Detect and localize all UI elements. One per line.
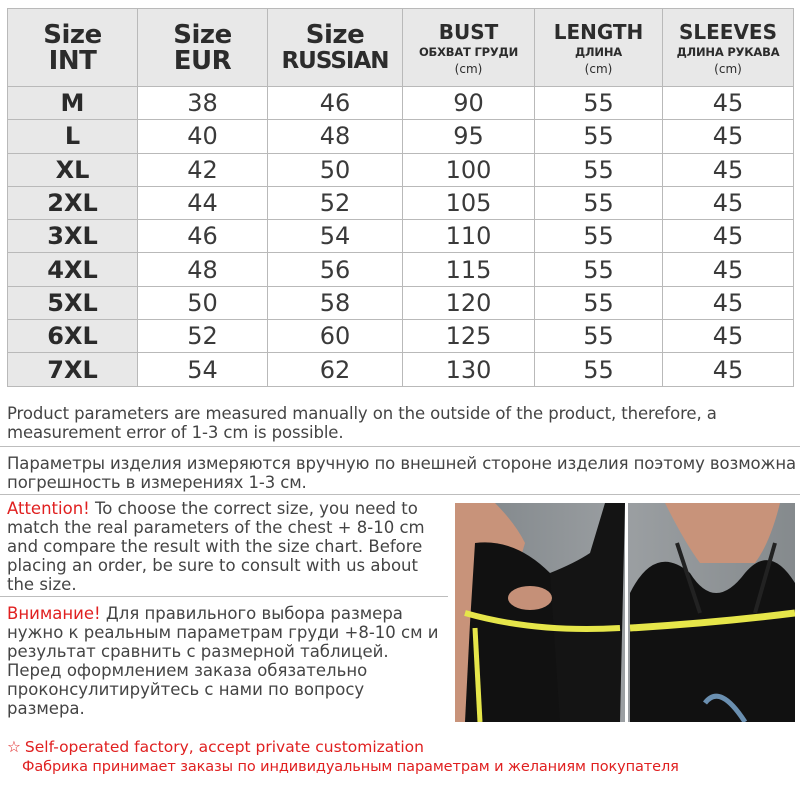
header-line2: ДЛИНА РУКАВА xyxy=(676,44,780,59)
attention-note-ru xyxy=(7,604,447,718)
size-int-cell: 7XL xyxy=(8,353,138,386)
header-line2: EUR xyxy=(173,45,232,76)
bust-cell: 110 xyxy=(403,220,535,253)
measurement-note-ru: Параметры изделия измеряются вручную по внешней стороне изделия поэтому возможна погрешность в измерениях 1-3 см. xyxy=(7,454,797,492)
sleeves-cell: 45 xyxy=(663,153,794,186)
length-cell: 55 xyxy=(535,253,663,286)
size-russian-cell: 46 xyxy=(268,87,403,120)
header-unit: (cm) xyxy=(714,62,742,77)
header-sleeves xyxy=(663,9,794,87)
sleeves-cell: 45 xyxy=(663,353,794,386)
size-eur-cell: 40 xyxy=(138,120,268,153)
header-line1: SLEEVES xyxy=(678,19,778,44)
divider xyxy=(0,446,800,447)
size-int-cell: XL xyxy=(8,153,138,186)
header-unit: (cm) xyxy=(454,62,483,77)
attention-text: To choose the correct size, you need to match the real parameters of the chest + 8-10 cm and compare the result with the size chart. Before placing an order, be sure to consult with us about the size. xyxy=(7,499,425,594)
sleeves-cell: 45 xyxy=(663,286,794,319)
sleeves-cell: 45 xyxy=(663,186,794,219)
size-eur-cell: 54 xyxy=(138,353,268,386)
size-int-cell: 4XL xyxy=(8,253,138,286)
sleeves-cell: 45 xyxy=(663,120,794,153)
length-cell: 55 xyxy=(535,186,663,219)
size-chart-table xyxy=(7,8,794,387)
size-int-cell: 3XL xyxy=(8,220,138,253)
size-eur-cell: 38 xyxy=(138,87,268,120)
header-size-eur xyxy=(138,9,268,87)
size-russian-cell: 52 xyxy=(268,186,403,219)
attention-label: Внимание! xyxy=(7,604,101,623)
size-russian-cell: 48 xyxy=(268,120,403,153)
bust-cell: 100 xyxy=(403,153,535,186)
header-bust xyxy=(403,9,535,87)
length-cell: 55 xyxy=(535,286,663,319)
size-eur-cell: 46 xyxy=(138,220,268,253)
length-cell: 55 xyxy=(535,220,663,253)
star-outline-icon: ☆ xyxy=(7,738,21,756)
factory-note-ru: Фабрика принимает заказы по индивидуальным параметрам и желаниям покупателя xyxy=(22,759,679,775)
size-russian-cell: 54 xyxy=(268,220,403,253)
header-line2: ОБХВАТ ГРУДИ xyxy=(418,44,518,59)
measurement-note-en: Product parameters are measured manually on the outside of the product, therefore, a measurement error of 1-3 cm is possible. xyxy=(7,404,717,442)
size-eur-cell: 44 xyxy=(138,186,268,219)
length-cell: 55 xyxy=(535,320,663,353)
table-header-row xyxy=(8,9,794,87)
header-line1: BUST xyxy=(438,19,499,44)
measurement-photo xyxy=(455,503,795,722)
measurement-illustration xyxy=(455,503,795,722)
header-line1: Size xyxy=(305,20,365,50)
bust-cell: 105 xyxy=(403,186,535,219)
length-cell: 55 xyxy=(535,87,663,120)
table-row xyxy=(8,320,794,353)
size-eur-cell: 42 xyxy=(138,153,268,186)
header-size-russian xyxy=(268,9,403,87)
table-row xyxy=(8,220,794,253)
header-unit: (cm) xyxy=(584,62,613,77)
attention-text: Для правильного выбора размера нужно к реальным параметрам груди +8-10 см и результат сравнить с размерной таблицей. Перед оформлением заказа обязательно проконсулитируйтесь с нами по вопросу размера. xyxy=(7,604,439,718)
header-line2: INT xyxy=(48,45,97,76)
header-line1: Size xyxy=(43,19,102,50)
bust-cell: 120 xyxy=(403,286,535,319)
table-row xyxy=(8,87,794,120)
table-row xyxy=(8,353,794,386)
size-russian-cell: 50 xyxy=(268,153,403,186)
table-row xyxy=(8,120,794,153)
header-length xyxy=(535,9,663,87)
length-cell: 55 xyxy=(535,353,663,386)
size-eur-cell: 48 xyxy=(138,253,268,286)
size-int-cell: L xyxy=(8,120,138,153)
header-line1: LENGTH xyxy=(553,19,644,44)
size-int-cell: 6XL xyxy=(8,320,138,353)
size-russian-cell: 56 xyxy=(268,253,403,286)
length-cell: 55 xyxy=(535,153,663,186)
bust-cell: 130 xyxy=(403,353,535,386)
table-row xyxy=(8,286,794,319)
header-line2: ДЛИНА xyxy=(575,44,622,59)
divider xyxy=(0,494,800,495)
size-int-cell: 2XL xyxy=(8,186,138,219)
bust-cell: 90 xyxy=(403,87,535,120)
sleeves-cell: 45 xyxy=(663,87,794,120)
size-russian-cell: 58 xyxy=(268,286,403,319)
attention-label: Attention! xyxy=(7,499,90,518)
size-russian-cell: 60 xyxy=(268,320,403,353)
size-int-cell: 5XL xyxy=(8,286,138,319)
size-eur-cell: 50 xyxy=(138,286,268,319)
sleeves-cell: 45 xyxy=(663,320,794,353)
size-eur-cell: 52 xyxy=(138,320,268,353)
size-russian-cell: 62 xyxy=(268,353,403,386)
sleeves-cell: 45 xyxy=(663,220,794,253)
bust-cell: 95 xyxy=(403,120,535,153)
table-row xyxy=(8,186,794,219)
sleeves-cell: 45 xyxy=(663,253,794,286)
header-line2: RUSSIAN xyxy=(281,48,389,74)
divider xyxy=(0,596,448,597)
table-row xyxy=(8,153,794,186)
bust-cell: 125 xyxy=(403,320,535,353)
size-int-cell: M xyxy=(8,87,138,120)
bust-cell: 115 xyxy=(403,253,535,286)
attention-note-en xyxy=(7,499,447,594)
length-cell: 55 xyxy=(535,120,663,153)
factory-note-en xyxy=(7,738,424,756)
header-size-int xyxy=(8,9,138,87)
header-line1: Size xyxy=(173,19,232,50)
table-row xyxy=(8,253,794,286)
factory-text: Self-operated factory, accept private customization xyxy=(24,738,424,756)
